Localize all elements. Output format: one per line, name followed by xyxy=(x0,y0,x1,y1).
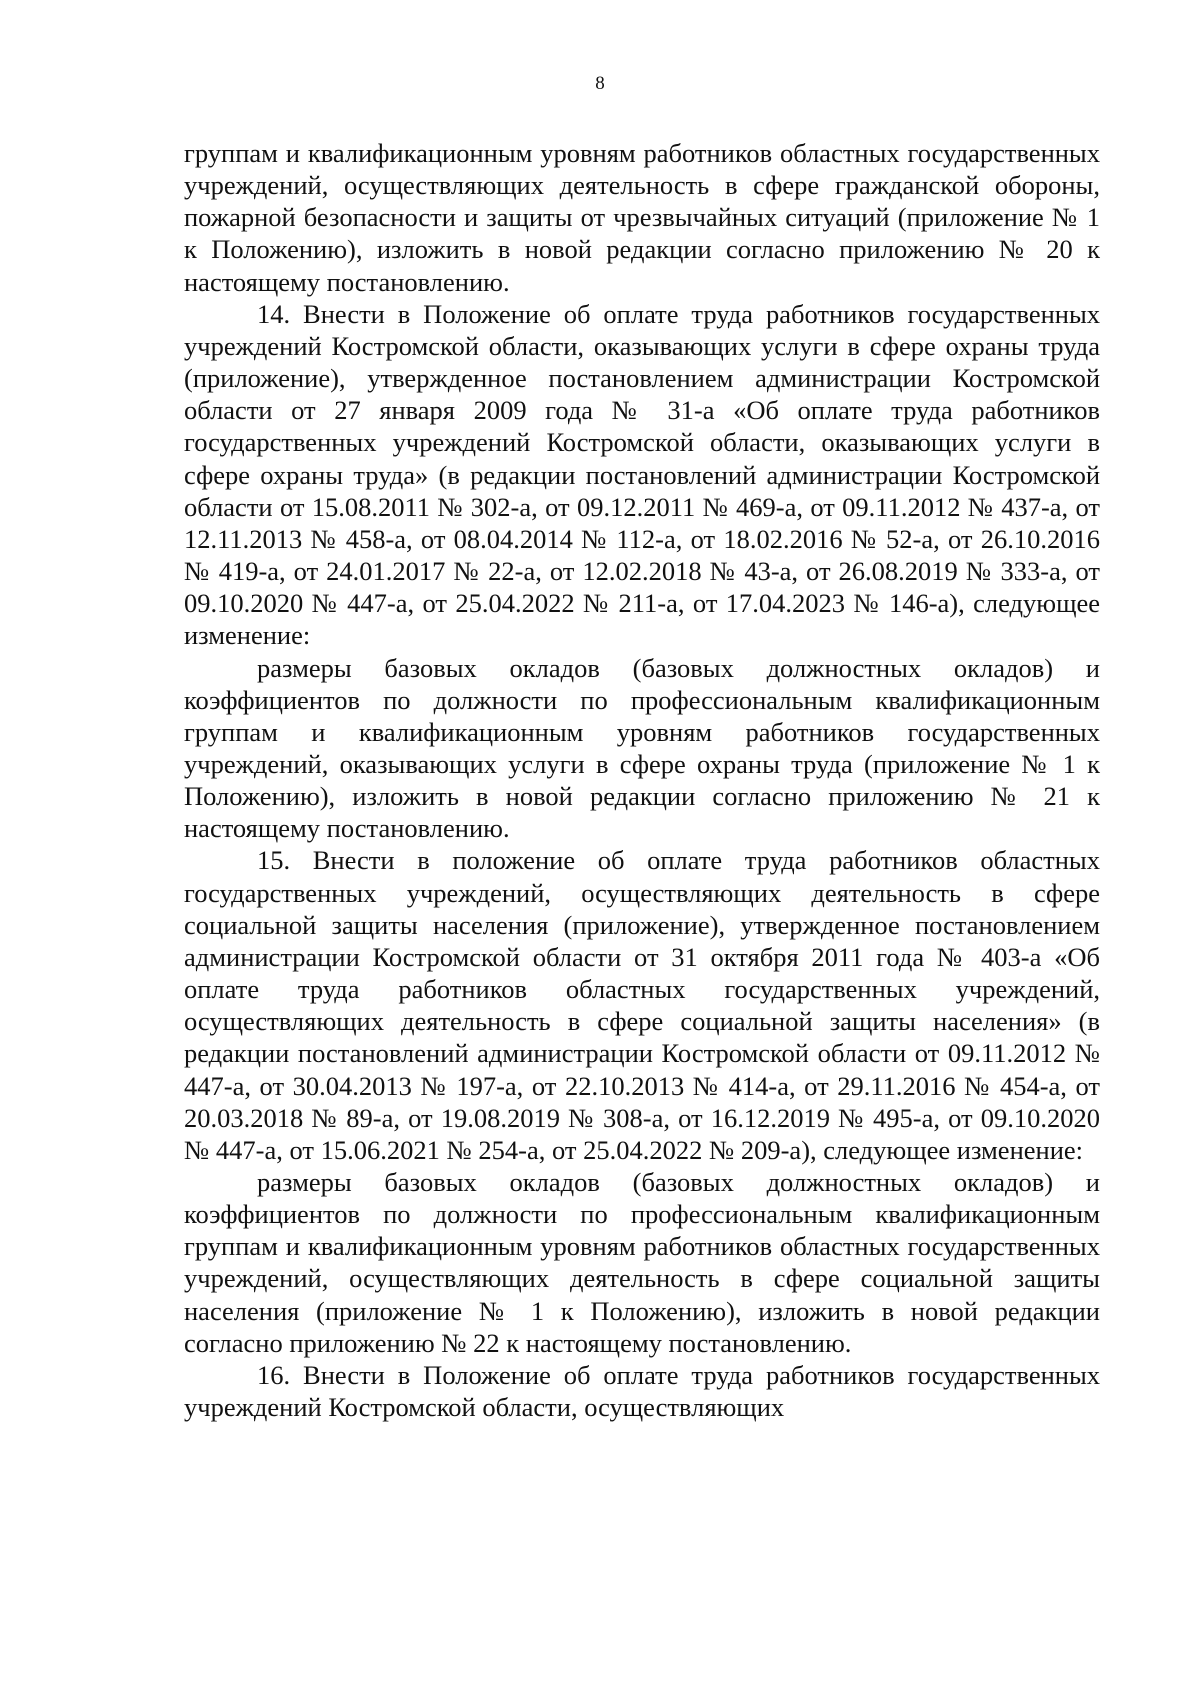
page-number: 8 xyxy=(595,73,605,94)
paragraph-item-16: 16. Внести в Положение об оплате труда работников государственных учреждений Костромской области, осуществляющих xyxy=(184,1359,1100,1423)
paragraph-continuation: группам и квалификационным уровням работников областных государственных учреждений, осуществляющих деятельность в сфере гражданской обороны, пожарной безопасности и защиты от чрезвычайных ситуаций (приложение № 1 к Положению), изложить в новой редакции согласно приложению № 20 к настоящему постановлению. xyxy=(184,138,1100,297)
paragraph-item-14-change: размеры базовых окладов (базовых должностных окладов) и коэффициентов по должности по профессиональным квалификационным группам и квалификационным уровням работников государственных учреждений, оказывающих услуги в сфере охраны труда (приложение № 1 к Положению), изложить в новой редакции согласно приложению № 21 к настоящему постановлению. xyxy=(184,652,1100,844)
document-body xyxy=(184,137,1100,1423)
paragraph-item-15: 15. Внести в положение об оплате труда работников областных государственных учреждений, осуществляющих деятельность в сфере социальной защиты населения (приложение), утвержденное постановлением администрации Костромской области от 31 октября 2011 года № 403-а «Об оплате труда работников областных государственных учреждений, осуществляющих деятельность в сфере социальной защиты населения» (в редакции постановлений администрации Костромской области от 09.11.2012 № 447-а, от 30.04.2013 № 197-а, от 22.10.2013 № 414-а, от 29.11.2016 № 454-а, от 20.03.2018 № 89-а, от 19.08.2019 № 308-а, от 16.12.2019 № 495-а, от 09.10.2020 № 447-а, от 15.06.2021 № 254-а, от 25.04.2022 № 209-а), следующее изменение: xyxy=(184,845,1100,1165)
paragraph-item-14: 14. Внести в Положение об оплате труда работников государственных учреждений Костромской области, оказывающих услуги в сфере охраны труда (приложение), утвержденное постановлением администрации Костромской области от 27 января 2009 года № 31-а «Об оплате труда работников государственных учреждений Костромской области, оказывающих услуги в сфере охраны труда» (в редакции постановлений администрации Костромской области от 15.08.2011 № 302-а, от 09.12.2011 № 469-а, от 09.11.2012 № 437-а, от 12.11.2013 № 458-а, от 08.04.2014 № 112-а, от 18.02.2016 № 52-а, от 26.10.2016 № 419-а, от 24.01.2017 № 22-а, от 12.02.2018 № 43-а, от 26.08.2019 № 333-а, от 09.10.2020 № 447-а, от 25.04.2022 № 211-а, от 17.04.2023 № 146-а), следующее изменение: xyxy=(184,298,1100,651)
paragraph-item-15-change: размеры базовых окладов (базовых должностных окладов) и коэффициентов по должности по профессиональным квалификационным группам и квалификационным уровням работников областных государственных учреждений, осуществляющих деятельность в сфере социальной защиты населения (приложение № 1 к Положению), изложить в новой редакции согласно приложению № 22 к настоящему постановлению. xyxy=(184,1167,1100,1358)
